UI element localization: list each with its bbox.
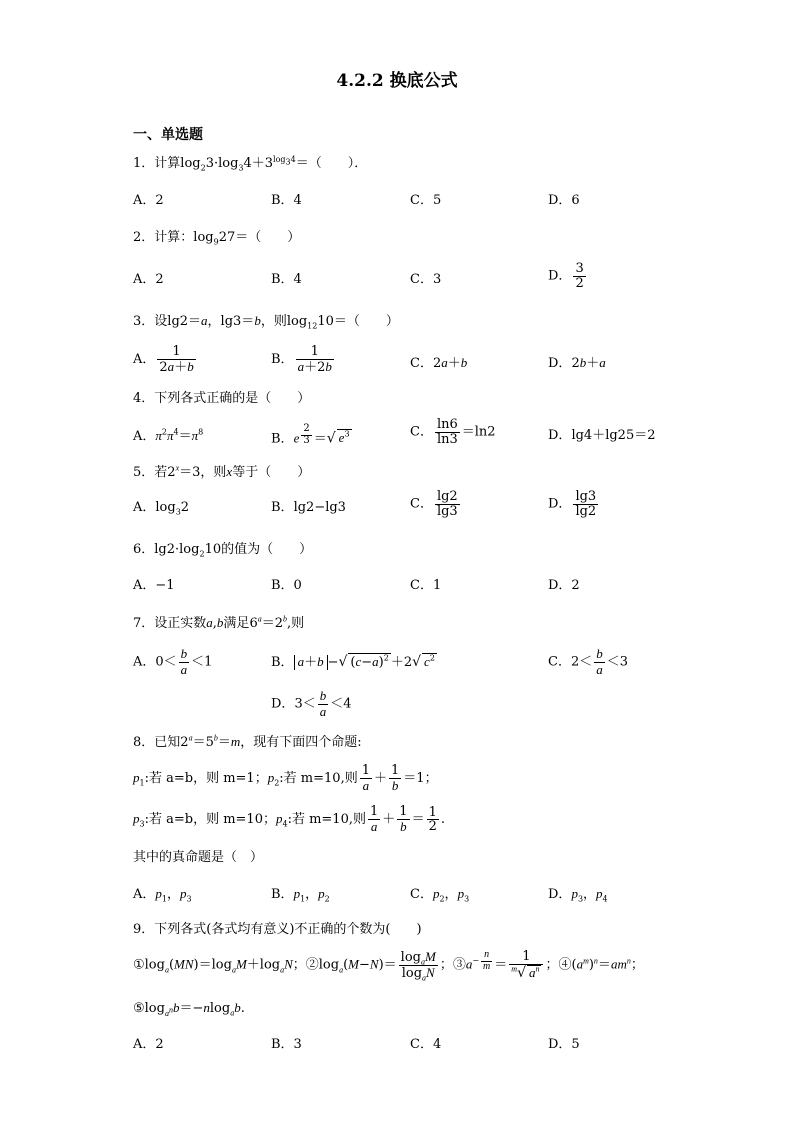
q7-option-c[interactable]: C．2＜ $\frac{b}{a}$ ＜3 [548, 646, 629, 677]
q9-option-a[interactable]: A．2 [133, 1037, 164, 1052]
q8-option-c[interactable]: C．$p_2$，$p_3$ [410, 886, 470, 904]
q9-option-c[interactable]: C．4 [410, 1037, 442, 1052]
question-9: 9．下列各式(各式均有意义)不正确的个数为( ) [133, 922, 422, 937]
q5-option-c[interactable]: C． $\frac{\lg 2}{\lg 3}$ [410, 489, 458, 519]
q3-option-d[interactable]: D．2b＋a [548, 355, 606, 371]
q1-option-a[interactable]: A．2 [133, 193, 164, 208]
q2-option-d[interactable]: D． $\frac{3}{2}$ [548, 261, 584, 291]
q4-option-b[interactable]: B．e $^{\frac{2}{3}}$ ＝√ $e^3$ [271, 423, 350, 447]
q9-statements-1: $①\log_a(MN)=\log_aM+\log_aN$；$②\log_a(M-N)=$ $\frac{\log_aM}{\log_aN}$ ；$③a^{- \frac{n}{m}}$ ＝ $\frac{1}{^m√ a^n}$ ；$④(a^m)^n=am^n$； [133, 949, 644, 983]
question-2: 2．计算：$\log_927=$（ ） [133, 230, 301, 247]
q4-option-c[interactable]: C． $\frac{\ln 6}{\ln 3}$ ＝ln2 [410, 417, 496, 447]
q5-option-a[interactable]: A．$\log_32$ [133, 500, 190, 517]
q4-option-d[interactable]: D．lg4＋lg25＝2 [548, 428, 656, 443]
q2-option-a[interactable]: A．2 [133, 272, 164, 287]
q8-propositions-2: $p_3$:若 a=b，则 m=10；$p_4$:若 m=10,则 $\frac{1}{a}$ ＋ $\frac{1}{b}$ ＝ $\frac{1}{2}$ . [133, 804, 445, 835]
q1-option-b[interactable]: B．4 [271, 193, 302, 208]
q8-propositions-1: $p_1$:若 a=b，则 m=1；$p_2$:若 m=10,则 $\frac{1}{a}$ ＋ $\frac{1}{b}$ ＝1； [133, 763, 438, 793]
page-title: 4.2.2 换底公式 [336, 71, 458, 91]
q9-option-d[interactable]: D．5 [548, 1037, 580, 1052]
q3-option-c[interactable]: C．2a＋b [410, 355, 468, 371]
question-4: 4．下列各式正确的是（ ） [133, 391, 311, 406]
q2-option-b[interactable]: B．4 [271, 272, 302, 287]
section-heading: 一、单选题 [133, 127, 203, 143]
q6-option-d[interactable]: D．2 [548, 578, 580, 593]
q8-option-a[interactable]: A．$p_1$，$p_3$ [133, 886, 192, 904]
question-3: 3．设lg2＝a，lg3＝b，则$\log_{12}10=$（ ） [133, 313, 399, 331]
question-7: 7．设正实数a,b满足$6^a=2^b$,则 [133, 614, 305, 631]
q5-option-d[interactable]: D． $\frac{\lg 3}{\lg 2}$ [548, 489, 597, 519]
q5-option-b[interactable]: B．lg2−lg3 [271, 500, 346, 515]
q3-option-a[interactable]: A． $\frac{1}{2a+b}$ [133, 344, 194, 375]
q3-option-b[interactable]: B． $\frac{1}{a+2b}$ [271, 344, 332, 375]
question-5: 5．若$2^x=3$，则x等于（ ） [133, 463, 311, 480]
q2-option-c[interactable]: C．3 [410, 272, 442, 287]
q1-option-c[interactable]: C．5 [410, 193, 442, 208]
question-6: 6．$\lg 2\cdot\log_210$的值为（ ） [133, 542, 313, 559]
q8-ask: 其中的真命题是（ ） [133, 850, 264, 865]
q9-statements-2: $⑤\log_{a^n}b=-nlog_ab$. [133, 1000, 245, 1018]
q6-option-a[interactable]: A．−1 [133, 578, 175, 593]
q7-option-a[interactable]: A．0＜ $\frac{b}{a}$ ＜1 [133, 646, 213, 677]
q6-option-c[interactable]: C．1 [410, 578, 442, 593]
question-1: 1．计算$\log_23\cdot\log_34+3^{log_34}=$（ ）． [133, 154, 368, 173]
q4-option-a[interactable]: A．$\pi^2\pi^4=\pi^8$ [133, 427, 204, 444]
q6-option-b[interactable]: B．0 [271, 578, 302, 593]
q1-option-d[interactable]: D．6 [548, 193, 580, 208]
q8-option-d[interactable]: D．$p_3$，$p_4$ [548, 886, 608, 904]
q9-option-b[interactable]: B．3 [271, 1037, 302, 1052]
question-8: 8．已知$2^a=5^b=m$，现有下面四个命题: [133, 733, 362, 750]
q7-option-b[interactable]: B． a＋b −√ $(c-a)^2 +2√$ $c^2$ [271, 653, 435, 670]
q7-option-d[interactable]: D．3＜ $\frac{b}{a}$ ＜4 [271, 688, 352, 719]
q8-option-b[interactable]: B．$p_1$，$p_2$ [271, 886, 330, 904]
